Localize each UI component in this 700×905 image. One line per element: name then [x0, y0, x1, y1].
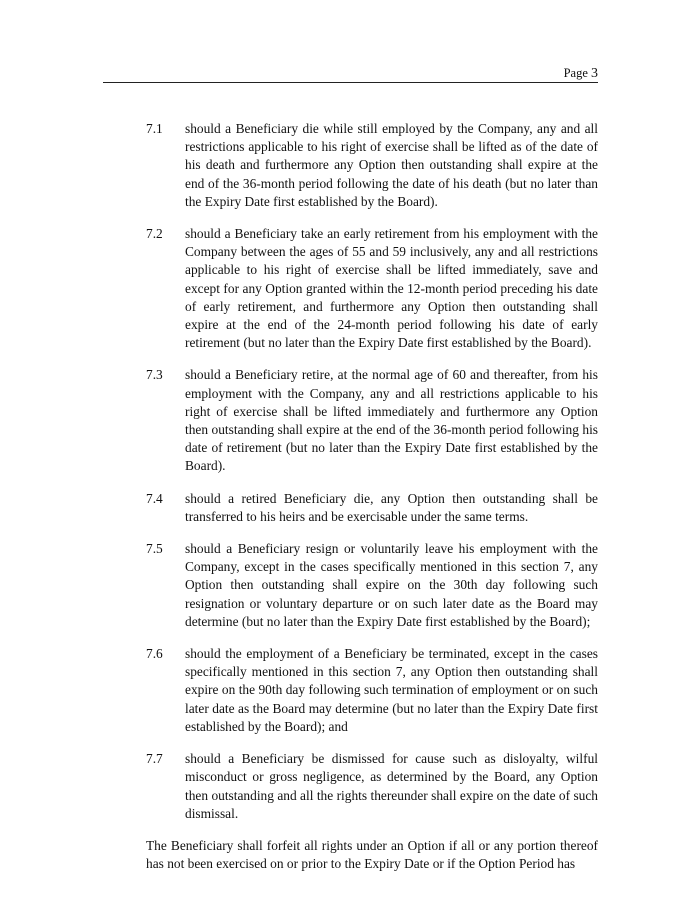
- clause-7-4: [146, 490, 598, 526]
- page-header: [103, 64, 598, 83]
- clause-text: should a retired Beneficiary die, any Option then outstanding shall be transferred to his heirs and be exercisable under the same terms.: [185, 490, 598, 524]
- clause-text: should a Beneficiary be dismissed for cause such as disloyalty, wilful misconduct or gross negligence, as determined by the Board, any Option then outstanding and all the rights thereunder shall expire on the date of such dismissal.: [185, 751, 598, 821]
- document-body: [146, 120, 598, 873]
- clause-number: 7.2: [146, 226, 163, 242]
- closing-paragraph: The Beneficiary shall forfeit all rights under an Option if all or any portion thereof has not been exercised on or prior to the Expiry Date or if the Option Period has: [146, 837, 598, 872]
- clause-number: 7.7: [146, 751, 163, 767]
- clause-7-2: [146, 225, 598, 352]
- clause-text: should a Beneficiary retire, at the normal age of 60 and thereafter, from his employment with the Company, any and all restrictions applicable to his right of exercise shall be lifted immediately and furthermore any Option then outstanding shall expire at the end of the 36-month period following his date of retirement (but no later than the Expiry Date first established by the Board).: [185, 367, 598, 474]
- clause-7-6: [146, 645, 598, 736]
- clause-text: should the employment of a Beneficiary be terminated, except in the cases specifically mentioned in this section 7, any Option then outstanding shall expire on the 90th day following such termination of employment or on such later date as the Board may determine (but no later than the Expiry Date first established by the Board); and: [185, 646, 598, 734]
- clause-text: should a Beneficiary die while still employed by the Company, any and all restrictions applicable to his right of exercise shall be lifted as of the date of his death and furthermore any Option then outstanding shall expire at the end of the 36-month period following the date of his death (but no later than the Expiry Date first established by the Board).: [185, 121, 598, 209]
- clause-text: should a Beneficiary take an early retirement from his employment with the Company between the ages of 55 and 59 inclusively, any and all restrictions applicable to his right of exercise shall be lifted immediately, save and except for any Option granted within the 12-month period preceding his date of early retirement, and furthermore any Option then outstanding shall expire at the end of the 24-month period following his date of early retirement (but no later than the Expiry Date first established by the Board).: [185, 226, 598, 351]
- clause-7-7: [146, 750, 598, 823]
- clause-number: 7.5: [146, 541, 163, 557]
- clause-number: 7.3: [146, 367, 163, 383]
- page-label: [564, 66, 598, 81]
- clause-7-3: [146, 366, 598, 475]
- clause-number: 7.1: [146, 121, 163, 136]
- clause-text: should a Beneficiary resign or voluntarily leave his employment with the Company, except in the cases specifically mentioned in this section 7, any Option then outstanding shall expire on the 30th day following such resignation or voluntary departure or on such later date as the Board may determine (but no later than the Expiry Date first established by the Board);: [185, 541, 598, 629]
- clause-7-5: [146, 540, 598, 631]
- page-word: Page: [563, 66, 588, 80]
- page-number: 3: [591, 66, 598, 81]
- clause-7-1: [146, 120, 598, 211]
- clause-number: 7.6: [146, 646, 163, 662]
- clause-number: 7.4: [146, 490, 163, 506]
